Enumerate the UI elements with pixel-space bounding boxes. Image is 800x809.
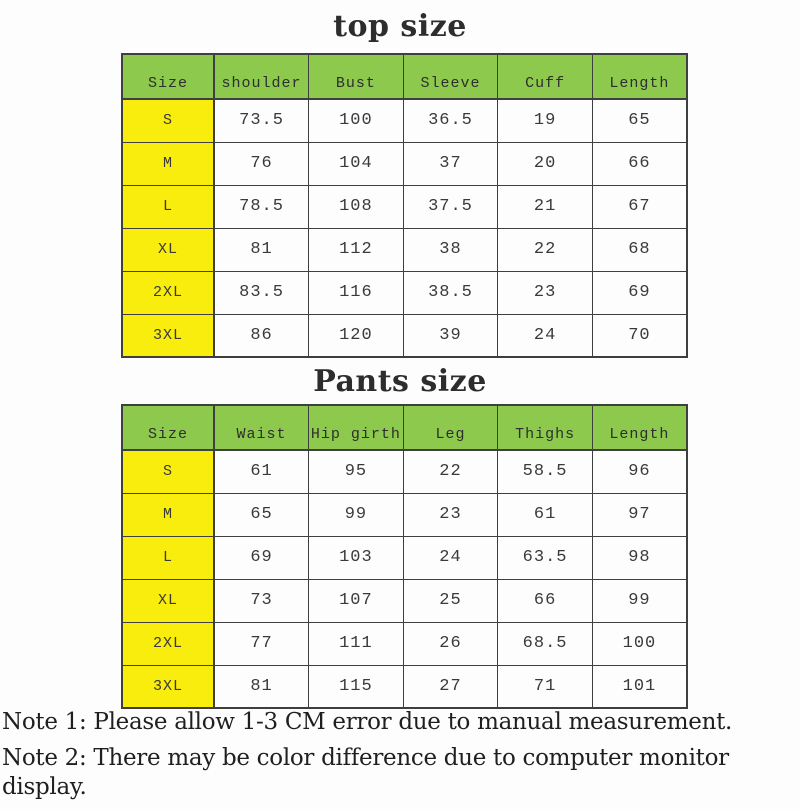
value-cell: 61 — [214, 450, 309, 493]
value-cell: 86 — [214, 314, 309, 357]
value-cell: 116 — [309, 271, 404, 314]
value-cell: 71 — [498, 665, 593, 708]
value-cell: 99 — [592, 579, 687, 622]
value-cell: 111 — [309, 622, 404, 665]
header-cell: Leg — [403, 405, 498, 450]
value-cell: 81 — [214, 665, 309, 708]
value-cell: 83.5 — [214, 271, 309, 314]
value-cell: 58.5 — [498, 450, 593, 493]
header-cell: Size — [122, 405, 214, 450]
value-cell: 95 — [309, 450, 404, 493]
value-cell: 100 — [309, 99, 404, 142]
table-row — [122, 536, 687, 579]
size-cell: M — [122, 493, 214, 536]
header-cell: Cuff — [498, 54, 593, 99]
value-cell: 66 — [592, 142, 687, 185]
table-row — [122, 142, 687, 185]
value-cell: 23 — [498, 271, 593, 314]
value-cell: 66 — [498, 579, 593, 622]
table-row — [122, 271, 687, 314]
value-cell: 23 — [403, 493, 498, 536]
table-row — [122, 493, 687, 536]
value-cell: 25 — [403, 579, 498, 622]
table-row — [122, 99, 687, 142]
header-cell: Sleeve — [403, 54, 498, 99]
value-cell: 68.5 — [498, 622, 593, 665]
header-row — [122, 405, 687, 450]
value-cell: 68 — [592, 228, 687, 271]
header-cell: shoulder — [214, 54, 309, 99]
value-cell: 100 — [592, 622, 687, 665]
header-cell: Bust — [309, 54, 404, 99]
size-cell: S — [122, 99, 214, 142]
value-cell: 24 — [498, 314, 593, 357]
size-cell: M — [122, 142, 214, 185]
top-size-title: top size — [333, 9, 467, 44]
value-cell: 96 — [592, 450, 687, 493]
value-cell: 103 — [309, 536, 404, 579]
table-row — [122, 228, 687, 271]
size-cell: 3XL — [122, 314, 214, 357]
value-cell: 21 — [498, 185, 593, 228]
value-cell: 76 — [214, 142, 309, 185]
size-cell: XL — [122, 228, 214, 271]
header-cell: Length — [592, 54, 687, 99]
value-cell: 37.5 — [403, 185, 498, 228]
size-cell: 2XL — [122, 622, 214, 665]
size-cell: S — [122, 450, 214, 493]
top-size-table — [121, 53, 688, 358]
value-cell: 69 — [214, 536, 309, 579]
size-cell: 3XL — [122, 665, 214, 708]
table-row — [122, 622, 687, 665]
value-cell: 73 — [214, 579, 309, 622]
value-cell: 112 — [309, 228, 404, 271]
value-cell: 61 — [498, 493, 593, 536]
value-cell: 38 — [403, 228, 498, 271]
value-cell: 104 — [309, 142, 404, 185]
value-cell: 37 — [403, 142, 498, 185]
value-cell: 70 — [592, 314, 687, 357]
pants-size-title: Pants size — [313, 364, 487, 399]
value-cell: 36.5 — [403, 99, 498, 142]
table-row — [122, 450, 687, 493]
note-2: Note 2: There may be color difference due to computer monitor display. — [2, 745, 729, 800]
value-cell: 22 — [498, 228, 593, 271]
size-cell: L — [122, 536, 214, 579]
notes-block — [2, 708, 800, 809]
header-cell: Waist — [214, 405, 309, 450]
pants-size-table — [121, 404, 688, 709]
value-cell: 81 — [214, 228, 309, 271]
value-cell: 73.5 — [214, 99, 309, 142]
table-row — [122, 665, 687, 708]
value-cell: 120 — [309, 314, 404, 357]
value-cell: 65 — [214, 493, 309, 536]
value-cell: 99 — [309, 493, 404, 536]
value-cell: 63.5 — [498, 536, 593, 579]
header-cell: Hip girth — [309, 405, 404, 450]
value-cell: 20 — [498, 142, 593, 185]
table-row — [122, 185, 687, 228]
size-cell: XL — [122, 579, 214, 622]
value-cell: 39 — [403, 314, 498, 357]
note-1: Note 1: Please allow 1-3 CM error due to manual measurement. — [2, 709, 733, 735]
value-cell: 108 — [309, 185, 404, 228]
value-cell: 38.5 — [403, 271, 498, 314]
value-cell: 107 — [309, 579, 404, 622]
value-cell: 26 — [403, 622, 498, 665]
value-cell: 27 — [403, 665, 498, 708]
value-cell: 19 — [498, 99, 593, 142]
value-cell: 22 — [403, 450, 498, 493]
value-cell: 24 — [403, 536, 498, 579]
table-row — [122, 579, 687, 622]
value-cell: 78.5 — [214, 185, 309, 228]
table-row — [122, 314, 687, 357]
value-cell: 69 — [592, 271, 687, 314]
header-row — [122, 54, 687, 99]
header-cell: Size — [122, 54, 214, 99]
value-cell: 77 — [214, 622, 309, 665]
size-cell: 2XL — [122, 271, 214, 314]
size-cell: L — [122, 185, 214, 228]
value-cell: 115 — [309, 665, 404, 708]
value-cell: 97 — [592, 493, 687, 536]
header-cell: Thighs — [498, 405, 593, 450]
value-cell: 101 — [592, 665, 687, 708]
value-cell: 65 — [592, 99, 687, 142]
value-cell: 67 — [592, 185, 687, 228]
header-cell: Length — [592, 405, 687, 450]
value-cell: 98 — [592, 536, 687, 579]
